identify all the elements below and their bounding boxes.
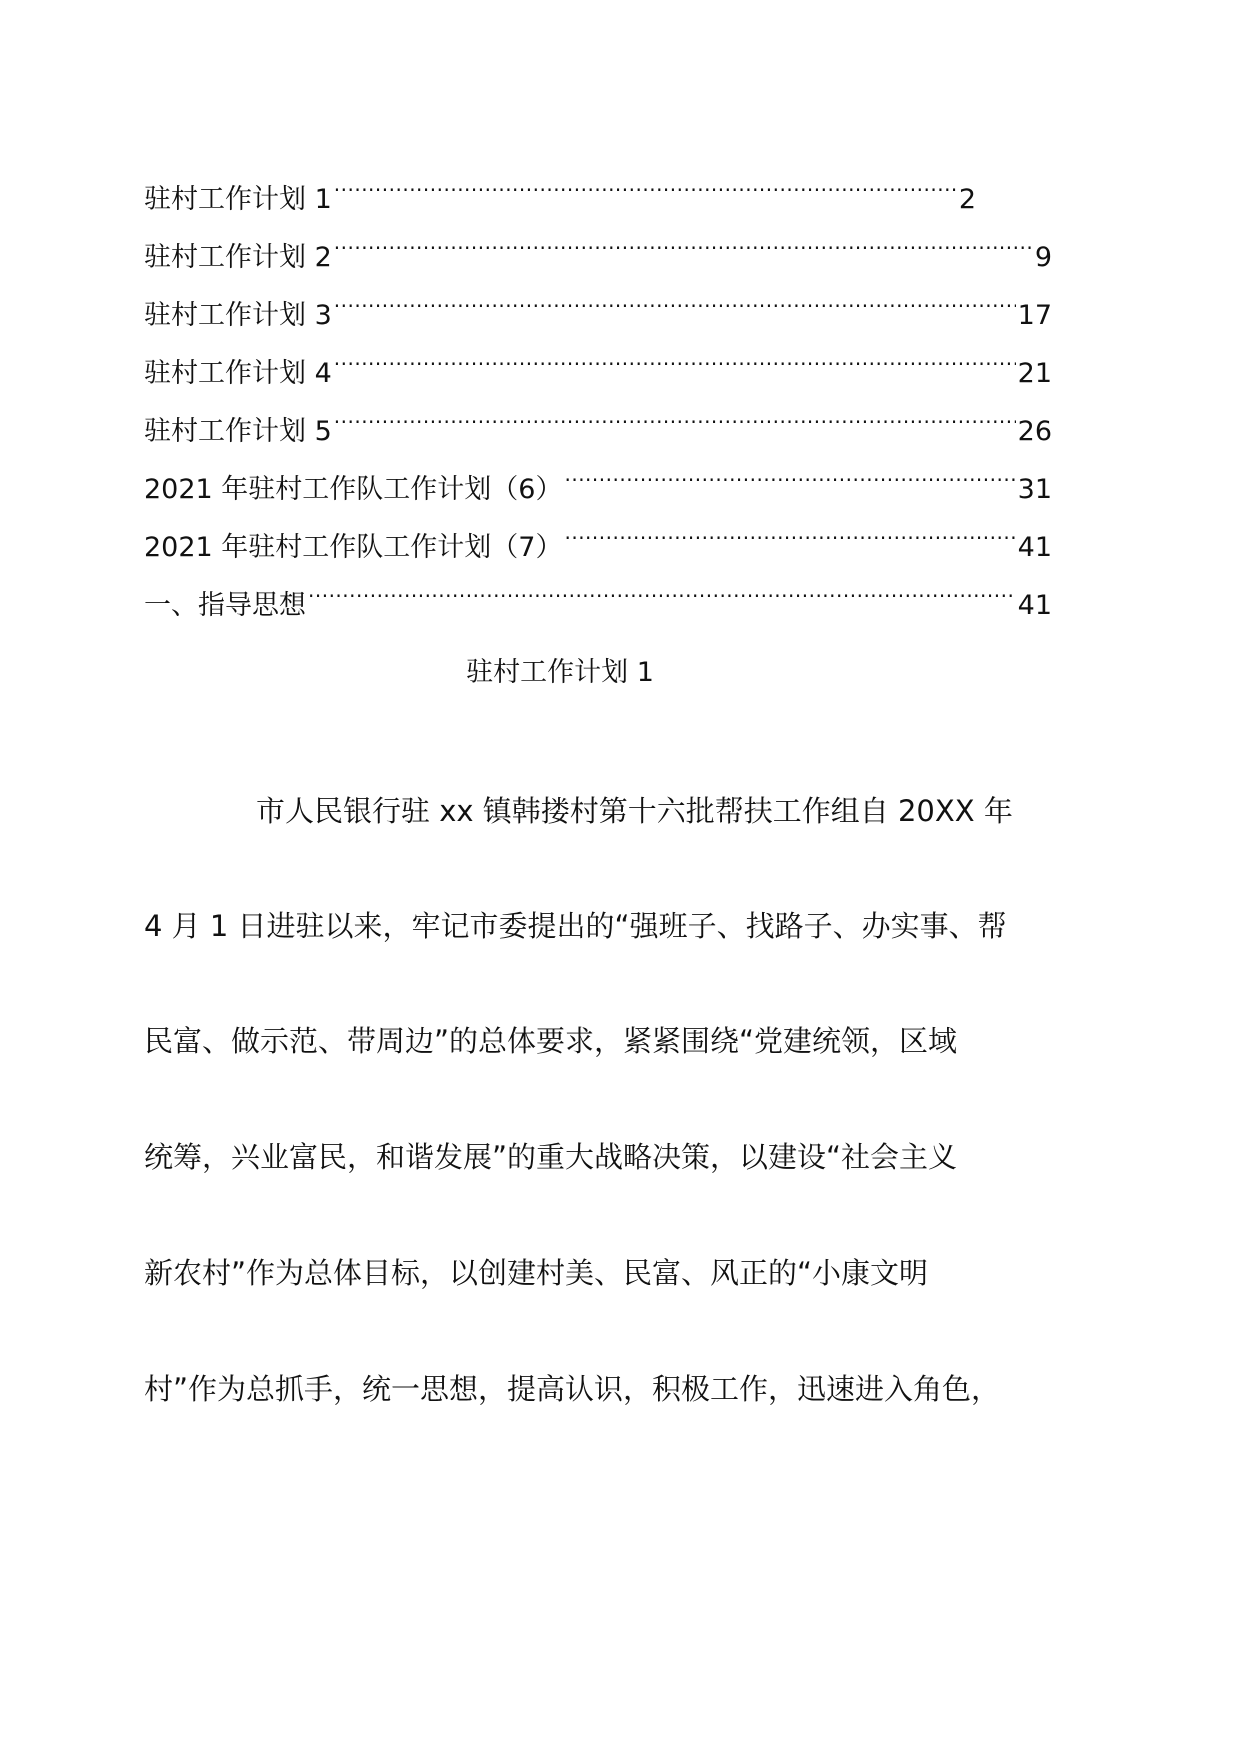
body-paragraph-line: 市人民银行驻 xx 镇韩搂村第十六批帮扶工作组自 20XX 年 <box>256 794 1013 828</box>
toc-entry-label: 一、指导思想 <box>144 590 306 621</box>
body-paragraph-line: 村”作为总抓手，统一思想，提高认识，积极工作，迅速进入角色， <box>144 1372 1001 1406</box>
toc-leader <box>306 556 1016 614</box>
toc-entry-label: 驻村工作计划 5 <box>144 416 332 447</box>
body-paragraph-line: 统筹，兴业富民，和谐发展”的重大战略决策，以建设“社会主义 <box>144 1140 958 1174</box>
toc-entry-page: 31 <box>1017 474 1052 505</box>
toc-leader <box>332 324 1016 382</box>
toc-entry[interactable] <box>144 150 976 215</box>
toc-entry-label: 驻村工作计划 1 <box>144 184 332 215</box>
body-paragraph-line: 新农村”作为总体目标，以创建村美、民富、风正的“小康文明 <box>144 1256 929 1290</box>
toc-entry-page: 21 <box>1017 358 1052 389</box>
toc-entry-page: 2 <box>958 184 976 215</box>
toc-entry-page: 17 <box>1017 300 1052 331</box>
toc-leader <box>332 150 957 208</box>
toc-leader <box>332 382 1016 440</box>
section-title: 驻村工作计划 1 <box>466 657 654 688</box>
toc-leader <box>562 440 1015 498</box>
toc-entry-label: 2021 年驻村工作队工作计划（6） <box>144 474 563 505</box>
toc-leader <box>332 208 1033 266</box>
toc-entry-label: 驻村工作计划 3 <box>144 300 332 331</box>
toc-entry-label: 驻村工作计划 2 <box>144 242 332 273</box>
toc-leader <box>562 498 1015 556</box>
toc-leader <box>332 266 1016 324</box>
body-paragraph-line: 民富、做示范、带周边”的总体要求，紧紧围绕“党建统领，区域 <box>144 1024 958 1058</box>
table-of-contents <box>144 150 1052 621</box>
toc-entry-page: 41 <box>1017 590 1052 621</box>
toc-entry-page: 9 <box>1034 242 1052 273</box>
body-paragraph-line: 4 月 1 日进驻以来，牢记市委提出的“强班子、找路子、办实事、帮 <box>144 909 1007 943</box>
toc-entry-page: 41 <box>1017 532 1052 563</box>
toc-entry-label: 驻村工作计划 4 <box>144 358 332 389</box>
toc-entry-page: 26 <box>1017 416 1052 447</box>
toc-entry-label: 2021 年驻村工作队工作计划（7） <box>144 532 563 563</box>
